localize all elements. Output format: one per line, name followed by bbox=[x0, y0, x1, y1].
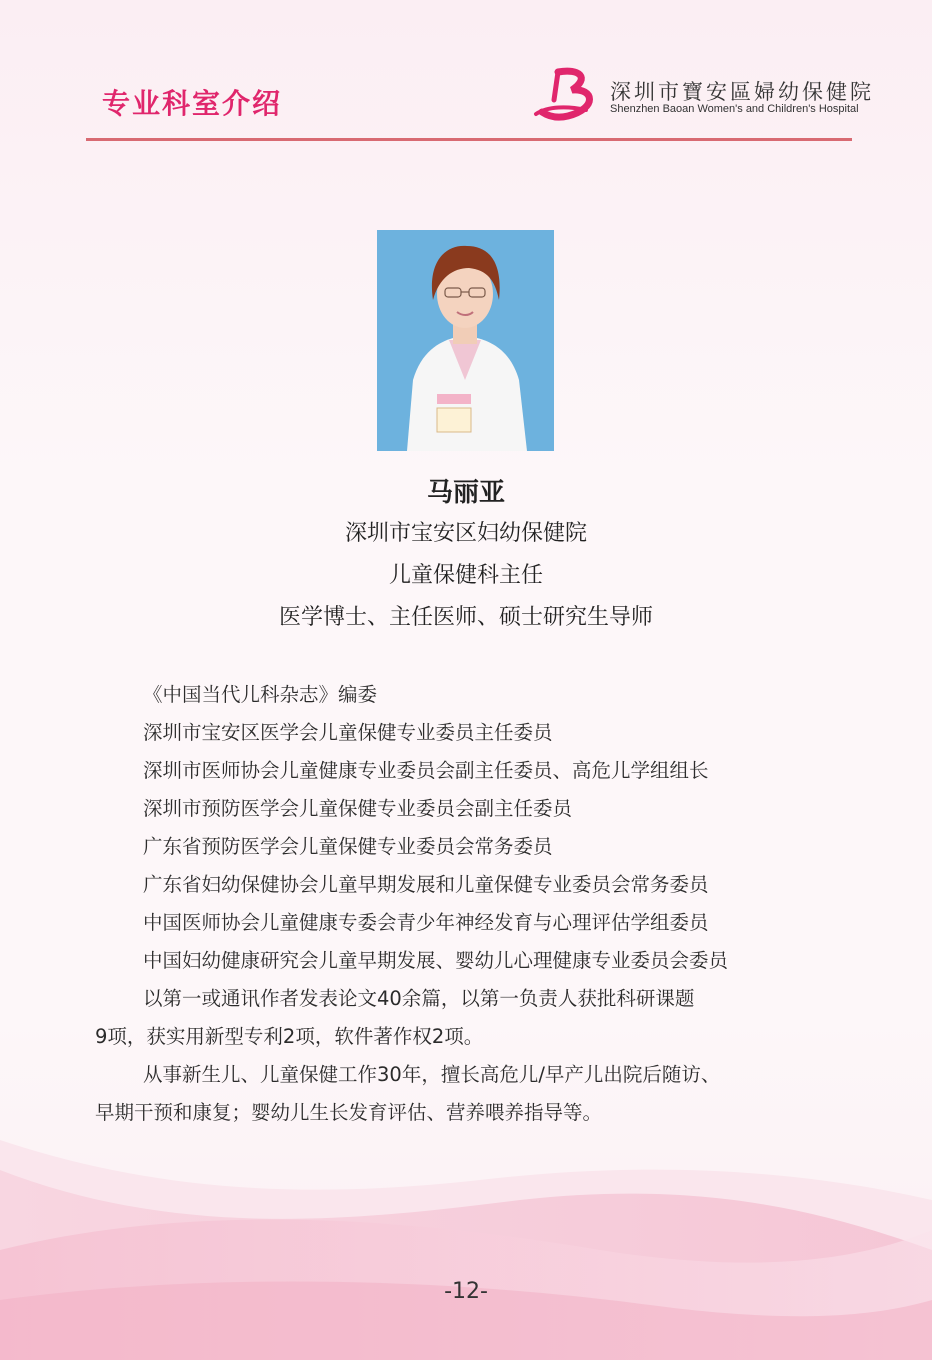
role-line: 广东省妇幼保健协会儿童早期发展和儿童保健专业委员会常务委员 bbox=[143, 873, 709, 896]
role-line: 深圳市医师协会儿童健康专业委员会副主任委员、高危儿学组组长 bbox=[143, 759, 709, 782]
doctor-portrait bbox=[377, 230, 554, 451]
doctor-institution: 深圳市宝安区妇幼保健院 bbox=[344, 521, 587, 546]
role-line: 深圳市宝安区医学会儿童保健专业委员主任委员 bbox=[143, 721, 553, 744]
page-number: -12- bbox=[444, 1279, 488, 1304]
profile-body bbox=[95, 676, 855, 1132]
doctor-position: 儿童保健科主任 bbox=[388, 563, 543, 588]
logo-chinese-name: 深圳市寶安區婦幼保健院 bbox=[610, 80, 874, 104]
logo-english-name: Shenzhen Baoan Women's and Children's Hospital bbox=[610, 103, 859, 115]
role-line: 深圳市预防医学会儿童保健专业委员会副主任委员 bbox=[143, 797, 573, 820]
experience-paragraph-line: 早期干预和康复；婴幼儿生长发育评估、营养喂养指导等。 bbox=[95, 1101, 603, 1124]
hospital-logo-icon bbox=[528, 66, 608, 126]
role-line: 《中国当代儿科杂志》编委 bbox=[143, 683, 378, 706]
section-title: 专业科室介绍 bbox=[102, 87, 283, 120]
publications-paragraph-line: 9项，获实用新型专利2项，软件著作权2项。 bbox=[95, 1025, 484, 1048]
role-line: 广东省预防医学会儿童保健专业委员会常务委员 bbox=[143, 835, 553, 858]
role-line: 中国妇幼健康研究会儿童早期发展、婴幼儿心理健康专业委员会委员 bbox=[143, 949, 729, 972]
decorative-waves bbox=[0, 1130, 932, 1360]
experience-paragraph-line: 从事新生儿、儿童保健工作30年，擅长高危儿/早产儿出院后随访、 bbox=[143, 1063, 721, 1086]
publications-paragraph-line: 以第一或通讯作者发表论文40余篇，以第一负责人获批科研课题 bbox=[143, 987, 695, 1010]
role-line: 中国医师协会儿童健康专委会青少年神经发育与心理评估学组委员 bbox=[143, 911, 709, 934]
header-divider bbox=[86, 138, 852, 141]
hospital-logo bbox=[528, 66, 874, 126]
doctor-name: 马丽亚 bbox=[426, 478, 505, 508]
doctor-titles: 医学博士、主任医师、硕士研究生导师 bbox=[278, 605, 653, 630]
